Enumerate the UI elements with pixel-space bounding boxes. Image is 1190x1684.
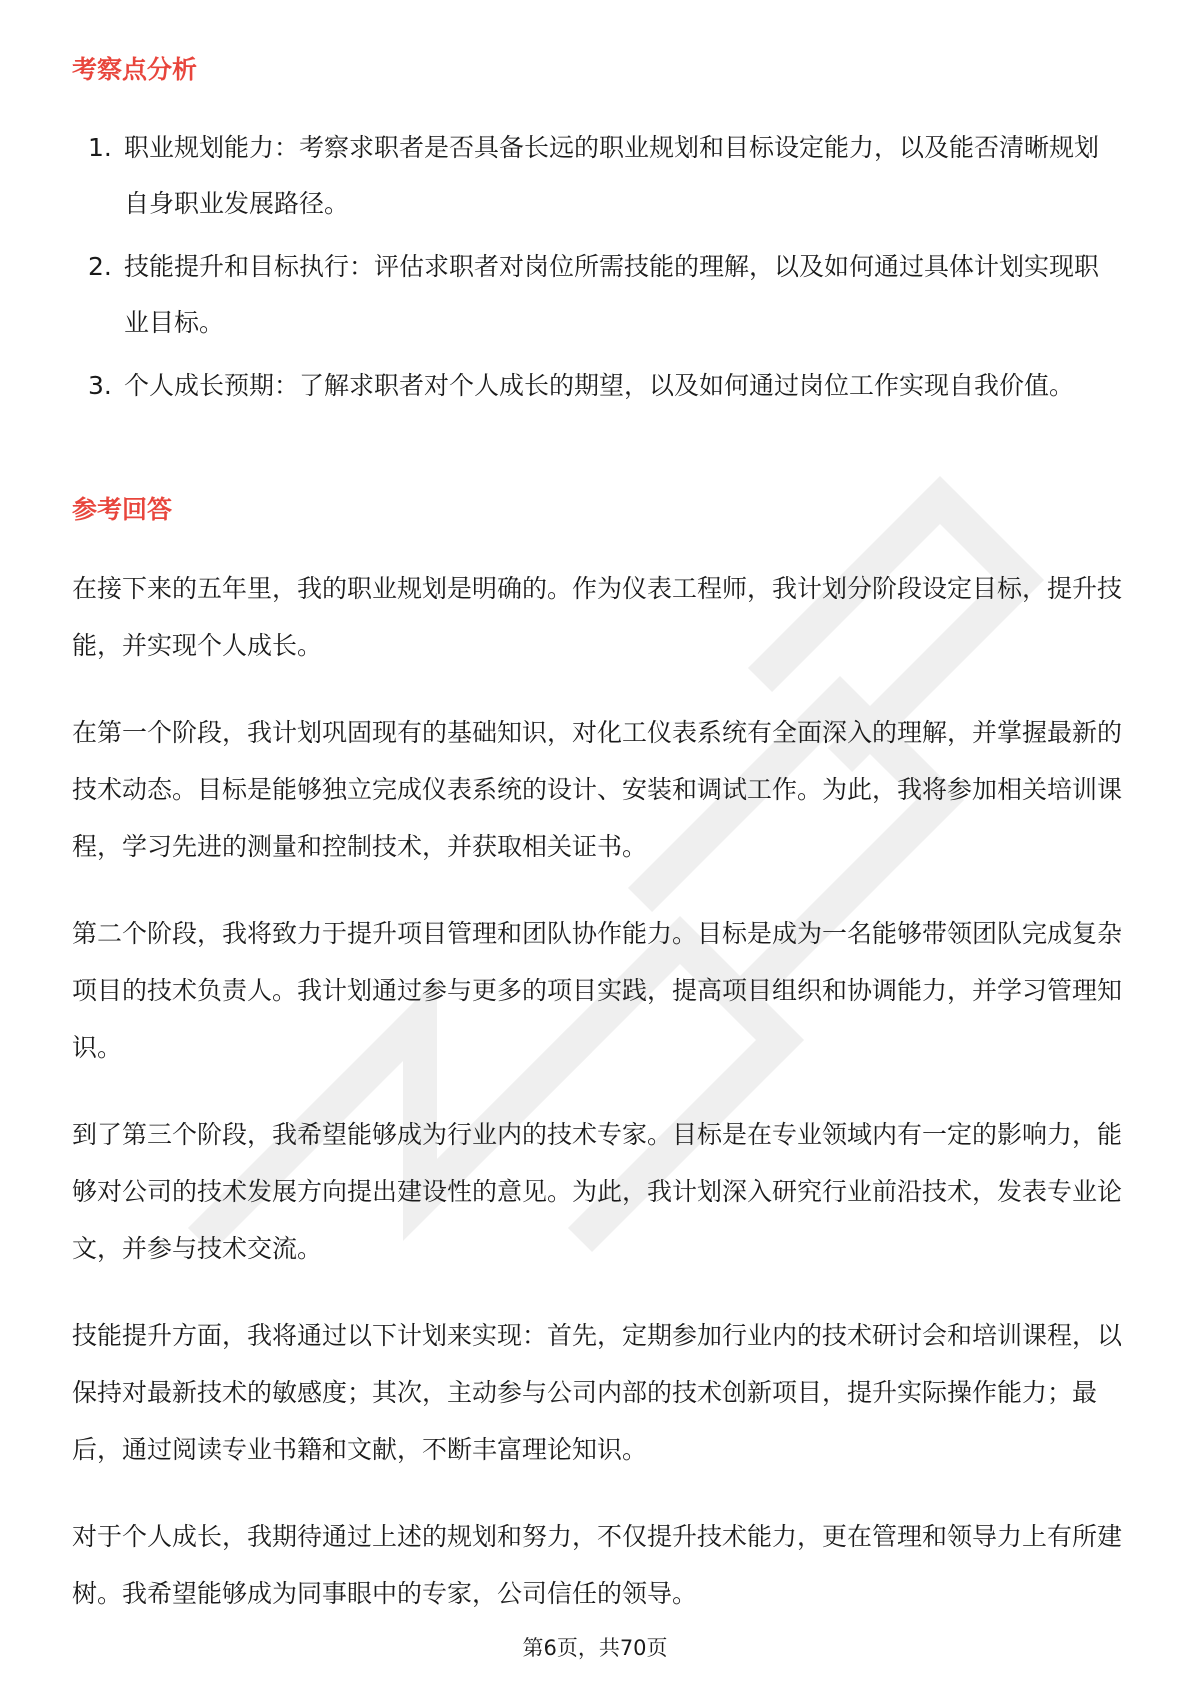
list-item	[72, 239, 1122, 351]
answer-paragraph: 在接下来的五年里，我的职业规划是明确的。作为仪表工程师，我计划分阶段设定目标，提升技能，并实现个人成长。	[72, 574, 1123, 660]
list-item	[72, 120, 1122, 232]
answer-paragraph: 对于个人成长，我期待通过上述的规划和努力，不仅提升技术能力，更在管理和领导力上有所建树。我希望能够成为同事眼中的专家，公司信任的领导。	[72, 1522, 1123, 1608]
answer-paragraph: 第二个阶段，我将致力于提升项目管理和团队协作能力。目标是成为一名能够带领团队完成复杂项目的技术负责人。我计划通过参与更多的项目实践，提高项目组织和协调能力，并学习管理知识。	[72, 919, 1123, 1062]
list-item-text: 个人成长预期：了解求职者对个人成长的期望，以及如何通过岗位工作实现自我价值。	[124, 371, 1075, 400]
section-title-answer: 参考回答	[72, 495, 173, 524]
list-item	[72, 358, 1122, 414]
section-title-analysis: 考察点分析	[72, 55, 198, 84]
answer-paragraph: 到了第三个阶段，我希望能够成为行业内的技术专家。目标是在专业领域内有一定的影响力，能够对公司的技术发展方向提出建设性的意见。为此，我计划深入研究行业前沿技术，发表专业论文，并参与技术交流。	[72, 1120, 1123, 1263]
list-item-number: 2.	[88, 252, 112, 281]
list-item-text: 技能提升和目标执行：评估求职者对岗位所需技能的理解，以及如何通过具体计划实现职业目标。	[124, 252, 1100, 337]
list-item-text: 职业规划能力：考察求职者是否具备长远的职业规划和目标设定能力，以及能否清晰规划自身职业发展路径。	[124, 133, 1100, 218]
list-item-number: 3.	[88, 371, 112, 400]
answer-paragraph: 技能提升方面，我将通过以下计划来实现：首先，定期参加行业内的技术研讨会和培训课程，以保持对最新技术的敏感度；其次，主动参与公司内部的技术创新项目，提升实际操作能力；最后，通过阅读专业书籍和文献，不断丰富理论知识。	[72, 1321, 1123, 1464]
analysis-list	[72, 120, 1122, 421]
list-item-number: 1.	[88, 133, 112, 162]
answer-paragraph: 在第一个阶段，我计划巩固现有的基础知识，对化工仪表系统有全面深入的理解，并掌握最新的技术动态。目标是能够独立完成仪表系统的设计、安装和调试工作。为此，我将参加相关培训课程，学习先进的测量和控制技术，并获取相关证书。	[72, 718, 1123, 861]
page-number: 第6页，共70页	[522, 1636, 668, 1660]
answer-body	[72, 560, 1122, 1652]
